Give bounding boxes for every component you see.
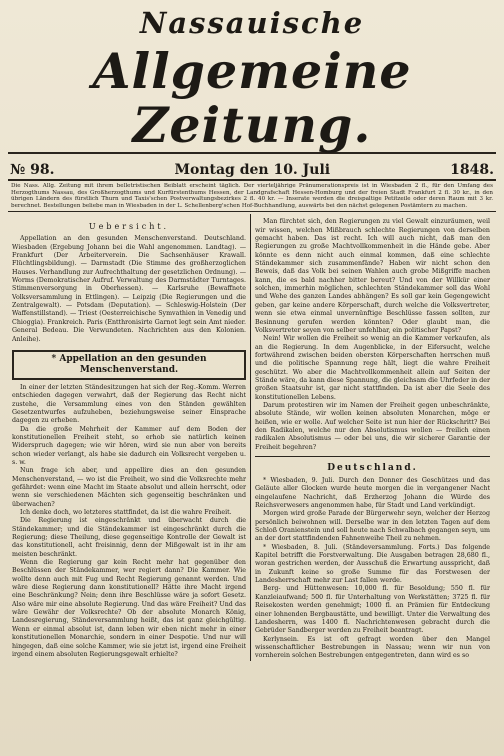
left-column xyxy=(8,214,251,660)
issue-number: № 98. xyxy=(10,162,55,178)
news-paragraph: Morgen wird große Parade der Bürgerwehr seyn, welcher der Herzog persönlich beiwohnen will. Derselbe war in den letzten Tagen auf dem Schloß Oranienstein und soll heute nach Schwalbach gegangen seyn, um an der dort stattfindenden Fahnenweihe Theil zu nehmen. xyxy=(255,510,490,543)
right-column xyxy=(251,214,494,660)
overview-text xyxy=(12,235,246,343)
masthead-line1: Nassauische xyxy=(139,6,365,40)
notice-rule xyxy=(8,211,496,212)
section-heading-deutschland: Deutschland. xyxy=(327,463,418,473)
news-paragraph: Kerlynsein. Es ist oft gefragt worden über den Mangel wissenschaftlicher Bestrebungen in Nassau; wenn wir nun von vornherein solchen Bestrebungen entgegentreten, dann wird es so xyxy=(255,635,490,660)
news-paragraph: Berg- und Hüttenwesen: 10,000 fl. für Besoldung; 550 fl. für Kanzleiaufwand; 500 fl. für Unterhaltung von Werkstätten; 3725 fl. für Reisekosten werden genehmigt; 1000 fl. an Prämien für Entdeckung einer lohnenden Bergbaustätte, und bewilligt. Unter die Verwaltung des Landesherrn, was 1400 fl. Nachrichtenwesen gebracht durch die Gebrüder Sandberger werden zu Freiheit beantragt. xyxy=(255,585,490,635)
dateline xyxy=(8,160,496,179)
overview-heading: Uebersicht. xyxy=(88,222,170,232)
article-paragraph: Ich denke doch, wo letzteres stattfindet, da ist die wahre Freiheit. xyxy=(20,509,232,516)
issue-date: Montag den 10. Juli xyxy=(174,162,331,178)
article-paragraph: In einer der letzten Ständesitzungen hat sich der Reg.-Komm. Werren entschieden dagegen verwahrt, daß der Regierung das Recht nicht zustehe, die Versammlung eines von den Ständen gewählten Gesetzentwurfes aufzuheben, beziehungsweise seiner Einsprache dagegen zu erheben. xyxy=(12,383,246,425)
section-rule xyxy=(255,456,490,457)
article-paragraph: Man fürchtet sich, den Regierungen zu viel Gewalt einzuräumen, weil wir wissen, welchen Mißbrauch schlechte Regierungen von derselben gemacht haben. Das ist recht. Ich will auch nicht, daß man den Regierungen zu große Machtvollkommenheit in die Hände gebe. Aber könnte es denn nicht auch einmal kommen, daß eine schlechte Ständekammer sich zusammenfände? Haben wir nicht schon den Beweis, daß das Volk bei seinen Wahlen auch grobe Mißgriffe machen kann, die es bald nachher bitter bereut? Und von der Willkür einer solchen, immerhin möglichen, schlechten Ständekammer soll das Wohl und Wehe des ganzen Landes abhängen? Es soll gar kein Gegengewicht geben, gar keine andere Körperschaft, durch welche die Volksvertreter, wenn sie etwa einmal unvernünftige Beschlüsse fassen sollten, zur Besinnung gerufen werden könnten? Oder glaubt man, die Volksvertreter seyen von selber unfehlbar, ein politischer Papst? xyxy=(255,218,490,334)
article-paragraph: Nun frage ich aber, und appellire dies an den gesunden Menschenverstand, — wo ist die Freiheit, wo sind die Volksrechte mehr gefährdet: wenn eine Macht im Staate absolut und allein herrscht, oder wenn sie verschiedenen Mächten sich gegenseitig beschränken und überwachen? xyxy=(12,467,246,508)
news-body xyxy=(255,477,490,661)
article-title-box: * Appellation an den gesunden Menschenverstand. xyxy=(12,350,246,380)
article-paragraph: Da die große Mehrheit der Kammer auf dem Boden der konstitutionellen Freiheit steht, so erhob sie natürlich keinen Widerspruch dagegen; wie wir hören, wird sie nun aber von bereits schon wieder verlangt, als habe sie dadurch ein Volksrecht vergeben u. s. w. xyxy=(12,425,246,466)
news-paragraph: * Wiesbaden, 9. Juli. Durch den Donner des Geschützes und das Geläute aller Glocken wurde heute morgen die in vergangener Nacht eingelaufene Nachricht, daß Erzherzog Johann die Würde des Reichsverwesers angenommen habe, für Stadt und Land verkündigt. xyxy=(255,477,490,510)
news-paragraph: * Wiesbaden, 8. Juli. (Ständeversammlung. Forts.) Das folgende Kapitel betrifft die Forstverwaltung. Die Ausgaben betragen 28,680 fl., woran gestrichen werden, der Ausschuß die Erwartung ausspricht, daß in Zukunft keine so große Summe für das Forstwesen der Landesherrschaft mehr zur Last fallen werde. xyxy=(255,543,490,585)
overview-paragraph: Appellation an den gesunden Menschenverstand. Deutschland. Wiesbaden (Ergebung Johann bei die Wahl angenommen. Landtag). — Frankfurt (Der Arbeiterverein. Die Sachsenhäuser Krawall. Flüchtlingsbildung). — Darmstadt (Die Stimme des großherzoglichen Hauses. Verhandlung zur Aufrechthaltung der gesetzlichen Ordnung). — Worms (Demokratischer Aufruf. Verwaltung des Darmstädter Turntages. Stimmenversorgung in Oberhessen). — Karlsruhe (Bewaffnete Volksversammlung in Ettlingen). — Leipzig (Die Regierungen und die Zentralgewalt). — Potsdam (Deputation). — Schleswig-Holstein (Der Waffenstillstand). — Triest (Oesterreichische Symvathien in Venedig und Chioggia). Frankreich. Paris (Entthronisirte Garnot legt sein Amt nieder. General Bedeau. Die Verwundeten. Nachrichten aus den Kolonien. Anleihe). xyxy=(12,235,246,343)
article-paragraph: Wenn die Regierung gar kein Recht mehr hat gegenüber den Beschlüssen der Ständekammer, wer regiert dann? Die Kammer. Wie wollte denn auch mit Fug und Recht Regierung genannt werden. Und wäre diese Regierung dann konstitutionell? Hätte ihre Macht irgend eine Beschränkung? Nein; denn ihre Beschlüsse wäre ja sofort Gesetz. Also wäre mir eine absolute Regierung. Und das wäre Freiheit? Und das wäre Gewähr der Volksrechte? Ob der absolute Monarch König, Landesregierung, Ständeversammlung heißt, das ist ganz gleichgültig. Wenn er einmal absolut ist, dann leben wir eben nicht mehr in einer konstitutionellen Monarchie, sondern in einer Despotie. Und nur will hingegen, daß eine solche Kammer, wie sie jetzt ist, irgend eine Freiheit irgend einem absoluten Regierungsgewalt erhielte? xyxy=(12,559,246,658)
article-paragraph: Die Regierung ist eingeschränkt und überwacht durch die Ständekammer; und die Ständekammer ist eingeschränkt durch die Regierung; diese Theilung, diese gegenseitige Kontrolle der Gewalt ist das konstitutionell, acht freisinnig, denn der Mißgewalt ist in ihr am meisten beschränkt. xyxy=(12,517,246,558)
columns xyxy=(8,214,496,660)
issue-year: 1848. xyxy=(450,162,494,178)
article-paragraph: Nein! Wir wollen die Freiheit so wenig an die Kammer verkaufen, als an die Regierung. In dem Augenblicke, in der Eifersucht, welche fortwährend zwischen beiden obersten Körperschaften herrschen muß und die politische Spannung rege hält, liegt die wahre Freiheit geschützt. Wo aber die Machtvollkommenheit allein auf Seiten der Stände wäre, da kann diese Spannung, die gleichsam die Uhrfeder in der großen Staatsuhr ist, gar nicht stattfinden. Da ist aber die Seele des konstitutionellen Lebens. xyxy=(255,335,490,401)
article-continued xyxy=(255,218,490,452)
article-paragraph: Darum protestiren wir im Namen der Freiheit gegen unbeschränkte, absolute Stände, wir wollen keinen absoluten Monarchen, möge er heißen, wie er wolle. Auf welcher Seite ist nun hier der Rückschritt? Bei den Radikalen, welche nur den Absolutismus wollen — freilich einen radikalen Absolutismus — oder bei uns, die wir sicherer Garantie der Freiheit begehren? xyxy=(255,401,490,451)
subscription-notice: Die Nass. Allg. Zeitung mit ihrem belletristischen Beiblatt erscheint täglich. Der vierteljährige Pränumerationspreis ist in Wiesbaden 2 fl., für den Umfang des Herzogthums Nassau, des Großherzogthums und Kurfürstenthums Hessen, der Landgrafschaft Hessen-Homburg und der freien Stadt Frankfurt 2 fl. 30 kr., in den übrigen Ländern des fürstlich Thurn und Taxis'schen Postverwaltungsbezirkes 2 fl. 40 kr. — Inserate werden die dreispaltige Petitzeile oder deren Raum mit 3 kr. berechnet. Bestellungen beliebe man in Wiesbaden in der L. Schellenberg'schen Hof-Buchhandlung, auswärts bei den nächst gelegenen Postämtern zu machen. xyxy=(11,183,493,209)
masthead xyxy=(8,6,496,152)
masthead-title: Allgemeine Zeitung. xyxy=(92,42,412,154)
article-body xyxy=(12,384,246,659)
